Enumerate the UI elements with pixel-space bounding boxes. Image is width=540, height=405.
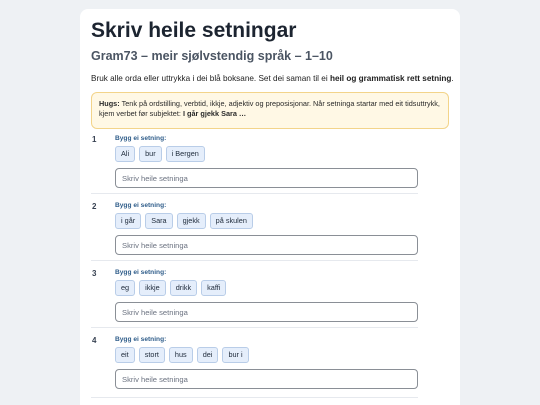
instructions-emphasis: heil og grammatisk rett setning [329,74,452,83]
sentence-input[interactable] [115,235,418,255]
hint-example: I går gjekk Sara … [182,109,247,118]
word-chip: i Bergen [166,146,205,162]
build-label: Bygg ei setning: [115,269,167,276]
task-body [115,328,418,389]
task-number: 1 [92,135,97,144]
task-body [115,261,418,322]
task-number: 4 [92,336,97,345]
word-chips [115,280,418,296]
task-body [115,194,418,255]
build-label: Bygg ei setning: [115,135,167,142]
hint-box [91,92,449,129]
task-item [91,194,418,261]
hint-label: Hugs: [99,99,120,108]
word-chip: bur i [222,347,248,363]
word-chip: bur [139,146,162,162]
word-chip: drikk [170,280,197,296]
hint-text: Tenk på ordstilling, verbtid, ikkje, adjektiv og preposisjonar. Når setninga startar med eit tidsuttrykk, kjem verbet før subjektet: [99,99,440,118]
word-chip: Ali [115,146,135,162]
word-chip: på skulen [210,213,253,229]
word-chips [115,146,418,162]
word-chip: ikkje [139,280,166,296]
task-item [91,127,418,194]
exercise-card [80,9,460,405]
instructions [91,73,454,84]
page-title: Skriv heile setningar [91,19,297,42]
word-chip: eg [115,280,135,296]
sentence-input[interactable] [115,369,418,389]
page-subtitle: Gram73 – meir sjølvstendig språk – 1–10 [91,49,333,63]
word-chip: eit [115,347,135,363]
task-number: 3 [92,269,97,278]
instructions-end: . [451,74,454,83]
word-chip: Sara [145,213,172,229]
word-chip: kaffi [201,280,226,296]
sentence-input[interactable] [115,302,418,322]
task-item [91,328,418,398]
sentence-input[interactable] [115,168,418,188]
word-chips [115,347,418,363]
task-body [115,127,418,188]
word-chip: stort [139,347,165,363]
build-label: Bygg ei setning: [115,336,167,343]
word-chip: hus [169,347,193,363]
task-item [91,261,418,328]
task-number: 2 [92,202,97,211]
build-label: Bygg ei setning: [115,202,167,209]
word-chip: dei [197,347,219,363]
word-chip: gjekk [177,213,206,229]
word-chips [115,213,418,229]
instructions-text: Bruk alle orda eller uttrykka i dei blå boksane. Set dei saman til ei [91,74,330,83]
word-chip: i går [115,213,141,229]
